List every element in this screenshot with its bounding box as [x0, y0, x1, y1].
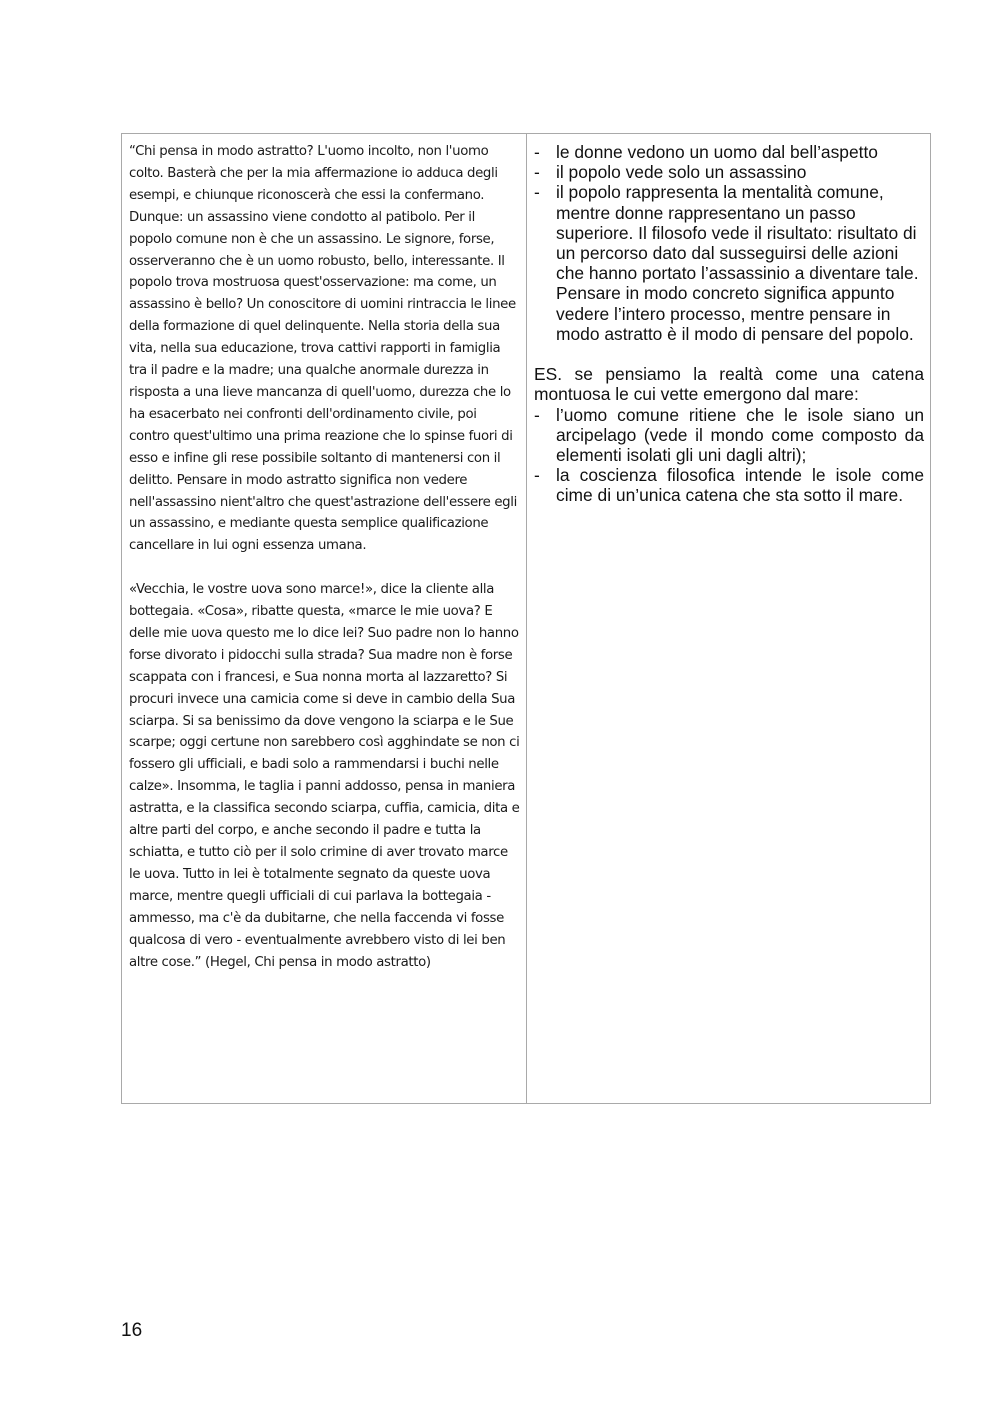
content-table [121, 133, 931, 1104]
quote-paragraph-1: “Chi pensa in modo astratto? L'uomo incolto, non l'uomo colto. Basterà che per la mia affermazione io adduca degli esempi, e chiunque riconoscerà che essi la confermano. Dunque: un assassino viene condotto al patibolo. Per il popolo comune non è che un assassino. Le signore, forse, osserveranno che è un uomo robusto, bello, interessante. Il popolo trova mostruosa quest'osservazione: ma come, un assassino è bello? Un conoscitore di uomini rintraccia le linee della formazione di quel delinquente. Nella storia della sua vita, nella sua educazione, trova cattivi rapporti in famiglia tra il padre e la madre; una qualche anormale durezza in risposta a una lieve mancanza di quell'uomo, durezza che lo ha esacerbato nei confronti dell'ordinamento civile, poi contro quest'ultimo una prima reazione che lo spinse fuori di esso e infine gli rese possibile soltanto di mantenersi con il delitto. Pensare in modo astratto significa non vedere nell'assassino nient'altro che quest'astrazione dell'essere egli un assassino, e mediante questa semplice qualificazione cancellare in lui ogni essenza umana. [129, 144, 517, 554]
notes-column [527, 134, 930, 1103]
notes-list-2 [534, 405, 924, 506]
quote-paragraph-2: «Vecchia, le vostre uova sono marce!», dice la cliente alla bottegaia. «Cosa», ribatte questa, «marce le mie uova? E delle mie uova questo me lo dice lei? Suo padre non lo hanno forse divorato i pidocchi sulla strada? Sua madre non è forse scappata con i francesi, e Sua nonna morta al lazzaretto? Si procuri invece una camicia come si deve in cambio della Sua sciarpa. Si sa benissimo da dove vengono la sciarpa e le Sue scarpe; oggi certune non sarebbero così agghindate se non ci fossero gli ufficiali, e badi solo a rammendarsi i buchi nelle calze». Insomma, le taglia i panni addosso, pensa in maniera astratta, e la classifica secondo sciarpa, cuffia, camicia, dita e altre parti del corpo, e anche secondo il padre e tutta la schiatta, e tutto ciò per il solo crimine di aver trovato marce le uova. Tutto in lei è totalmente segnato da queste uova marce, mentre quegli ufficiali di cui parlava la bottegaia - ammesso, ma c'è da dubitarne, che nella faccenda vi fosse qualcosa di vero - eventualmente avrebbero visto di lei ben altre cose.” (Hegel, Chi pensa in modo astratto) [129, 582, 520, 970]
dash-bullet: - [534, 142, 540, 162]
list-item: - l’uomo comune ritiene che le isole siano un arcipelago (vede il mondo come composto da elementi isolati gli uni dagli altri); [534, 404, 924, 466]
list-item: - il popolo rappresenta la mentalità comune, mentre donne rappresentano un passo superiore. Il filosofo vede il risultato: risultato di un percorso dato dal susseguirsi delle azioni che hanno portato l’assassinio a diventare tale. Pensare in modo concreto significa appunto vedere l’intero processo, mentre pensare in modo astratto è il modo di pensare del popolo. [534, 182, 919, 344]
list-item: - le donne vedono un uomo dal bell’aspetto [534, 142, 878, 162]
dash-bullet: - [534, 182, 540, 203]
notes-list-1 [534, 142, 924, 344]
quote-column [122, 134, 527, 1103]
list-item: - la coscienza filosofica intende le isole come cime di un’unica catena che sta sotto il mare. [534, 465, 924, 506]
dash-bullet: - [534, 465, 540, 486]
list-item: - il popolo vede solo un assassino [534, 162, 807, 183]
dash-bullet: - [534, 404, 540, 425]
dash-bullet: - [534, 162, 540, 183]
page-number: 16 [121, 1320, 143, 1341]
example-intro: ES. se pensiamo la realtà come una catena montuosa le cui vette emergono dal mare: [534, 364, 924, 405]
